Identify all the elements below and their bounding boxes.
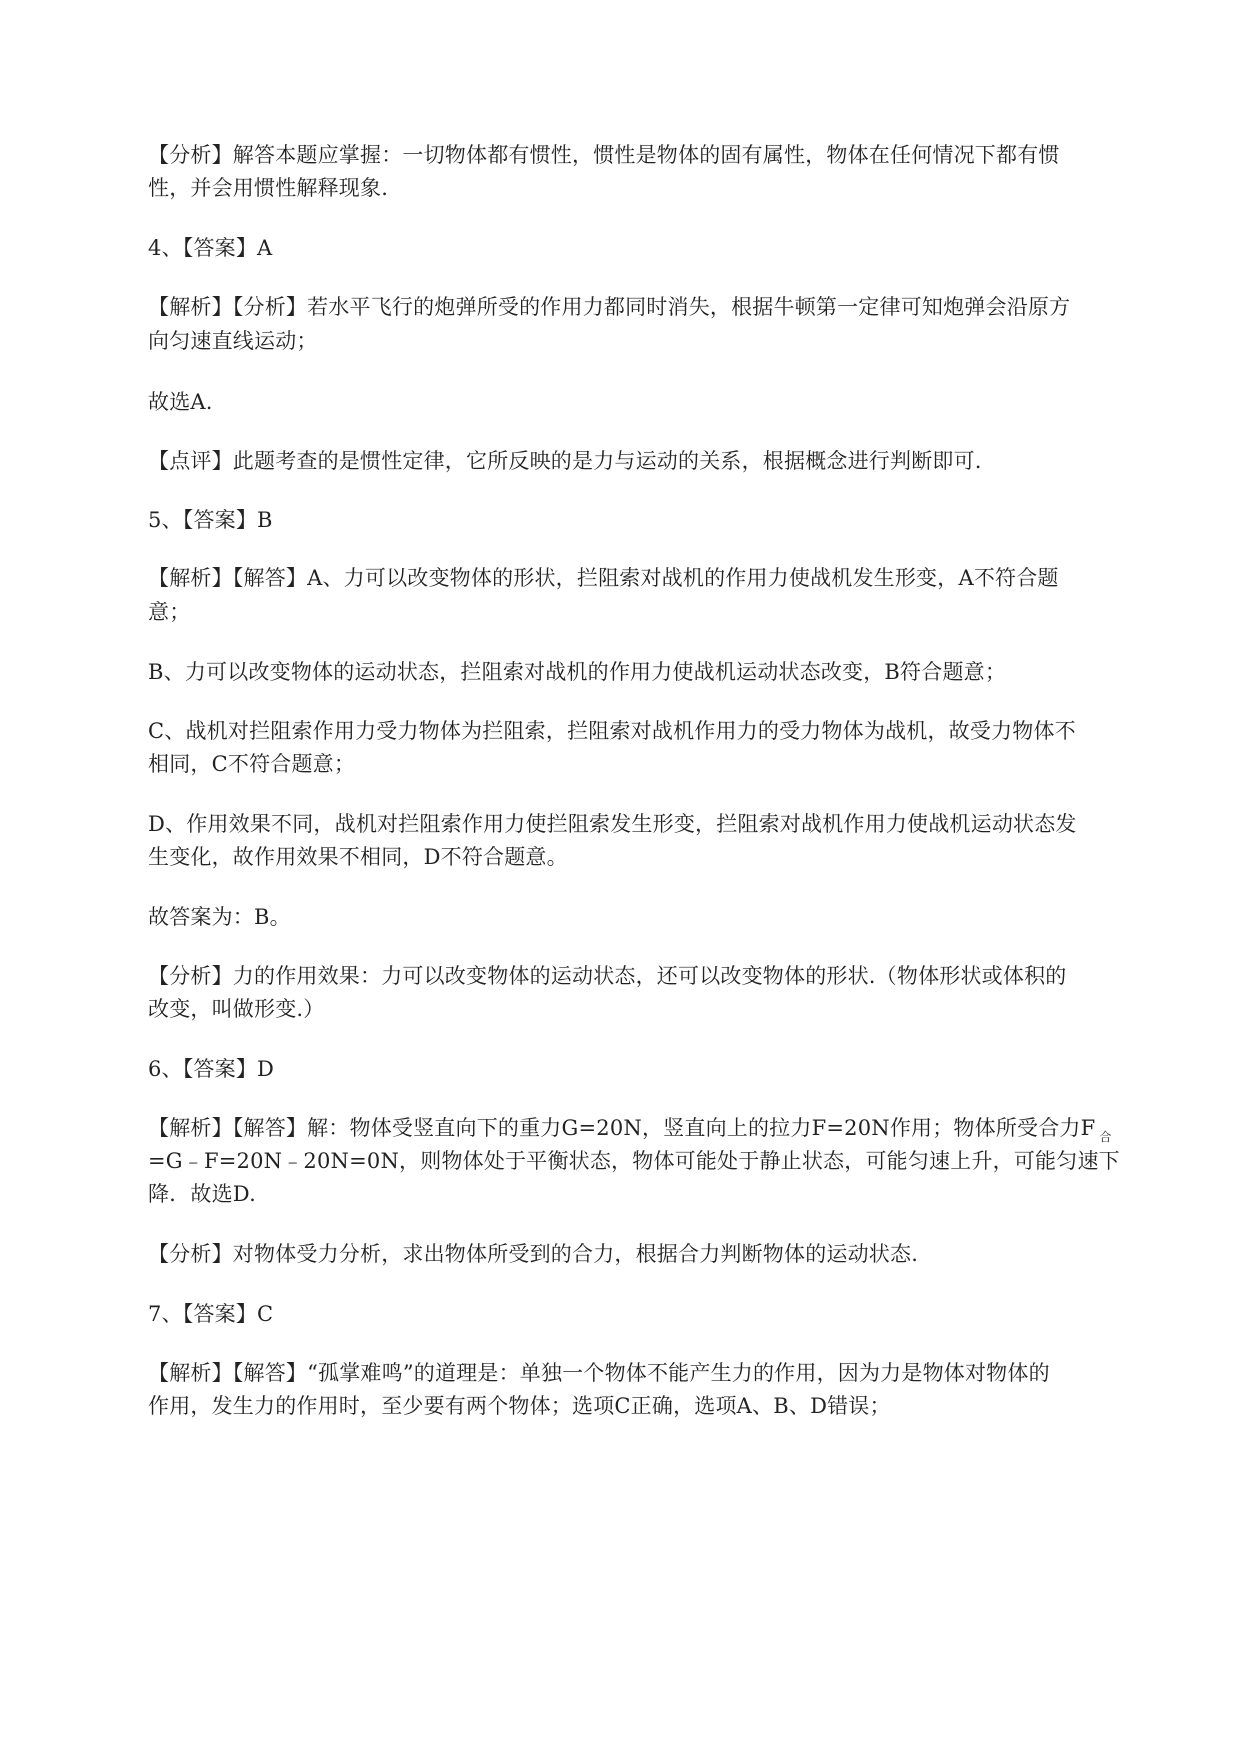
- text-line: 【解析】【解答】“孤掌难鸣”的道理是：单独一个物体不能产生力的作用，因为力是物体对物体的: [148, 1361, 1050, 1385]
- text-line: 故选A.: [148, 390, 213, 414]
- text-line: 故答案为：B。: [148, 905, 291, 929]
- text-line: 性，并会用惯性解释现象.: [148, 176, 389, 200]
- text-line: 【分析】对物体受力分析，求出物体所受到的合力，根据合力判断物体的运动状态.: [148, 1242, 919, 1266]
- text-line: 【解析】【分析】若水平飞行的炮弹所受的作用力都同时消失，根据牛顿第一定律可知炮弹会沿原方: [148, 295, 1071, 319]
- text-line: 【分析】力的作用效果：力可以改变物体的运动状态，还可以改变物体的形状.（物体形状或体积的: [148, 964, 1067, 988]
- answer-heading: 4、【答案】A: [148, 236, 273, 260]
- text-line: C、战机对拦阻索作用力受力物体为拦阻索，拦阻索对战机作用力的受力物体为战机，故受力物体不: [148, 719, 1076, 743]
- text-line: 【解析】【解答】A、力可以改变物体的形状，拦阻索对战机的作用力使战机发生形变，A不符合题: [148, 566, 1059, 590]
- text-line: [148, 1116, 1144, 1149]
- text-line: 向匀速直线运动；: [148, 329, 318, 353]
- text-line: 降．故选D.: [148, 1182, 256, 1206]
- answer-heading: 5、【答案】B: [148, 508, 273, 532]
- text-line: 改变，叫做形变.）: [148, 997, 325, 1021]
- text-line: D、作用效果不同，战机对拦阻索作用力使拦阻索发生形变，拦阻索对战机作用力使战机运动状态发: [148, 812, 1077, 836]
- text-line: 作用，发生力的作用时，至少要有两个物体；选项C正确，选项A、B、D错误；: [148, 1394, 891, 1418]
- text-line: 【分析】解答本题应掌握：一切物体都有惯性，惯性是物体的固有属性，物体在任何情况下都有惯: [148, 143, 1060, 167]
- text-line: 生变化，故作用效果不相同，D不符合题意。: [148, 845, 568, 869]
- text-line: B、力可以改变物体的运动状态，拦阻索对战机的作用力使战机运动状态改变，B符合题意；: [148, 660, 1007, 684]
- answer-heading: 6、【答案】D: [148, 1057, 275, 1081]
- text-segment: 【解析】【解答】解：物体受竖直向下的重力G=20N，竖直向上的拉力F=20N作用；物体所受合力F: [148, 1116, 1096, 1140]
- text-line: 意；: [148, 600, 191, 624]
- text-line: 【点评】此题考查的是惯性定律，它所反映的是力与运动的关系，根据概念进行判断即可.: [148, 449, 982, 473]
- answer-heading: 7、【答案】C: [148, 1302, 274, 1326]
- text-line: =G﹣F=20N﹣20N=0N，则物体处于平衡状态，物体可能处于静止状态，可能匀速上升，可能匀速下: [148, 1149, 1120, 1173]
- text-line: 相同，C不符合题意；: [148, 752, 356, 776]
- subscript-he: 合: [1099, 1130, 1112, 1144]
